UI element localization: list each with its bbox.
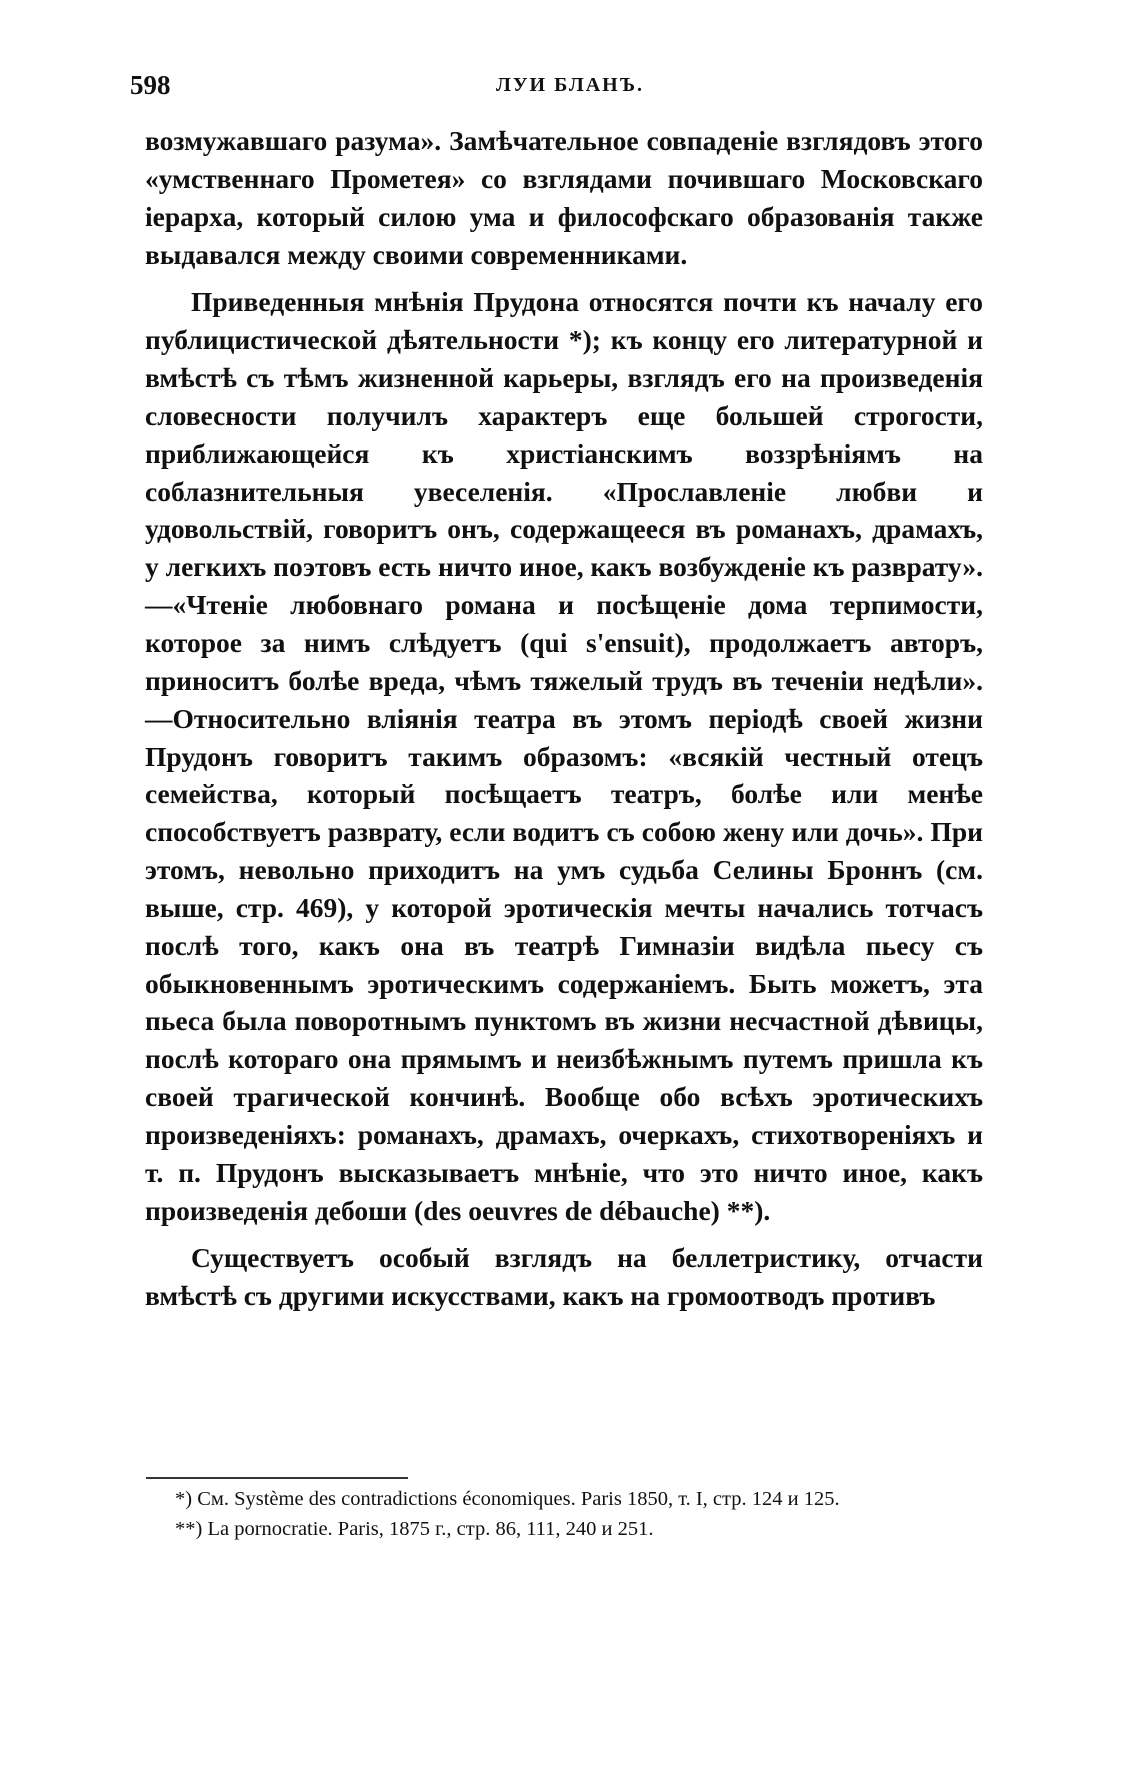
running-title: ЛУИ БЛАНЪ. [495,74,645,96]
footnote-2: **) La pornocratie. Paris, 1875 г., стр. 86, 111, 240 и 251. [175,1518,654,1540]
paragraph-proudhon-views: Приведенныя мнѣнія Прудона относятся почти къ началу его публицистической дѣятельности *); къ концу его литературной и вмѣстѣ съ тѣмъ жизненной карьеры, взглядъ его на произведенія словесности получилъ характеръ еще большей строгости, приближающейся къ христіанскимъ воззрѣніямъ на соблазнительныя увеселенія. «Прославленіе любви и удовольствій, говоритъ онъ, содержащееся въ романахъ, драмахъ, у легкихъ поэтовъ есть ничто иное, какъ возбужденіе къ разврату».—«Чтеніе любовнаго романа и посѣщеніе дома терпимости, которое за нимъ слѣдуетъ (qui s'ensuit), продолжаетъ авторъ, приноситъ болѣе вреда, чѣмъ тяжелый трудъ въ теченіи недѣли».—Относительно вліянія театра въ этомъ періодѣ своей жизни Прудонъ говоритъ такимъ образомъ: «всякій честный отецъ семейства, который посѣщаетъ театръ, болѣе или менѣе способствуетъ разврату, если водитъ съ собою жену или дочь». При этомъ, невольно приходитъ на умъ судьба Селины Броннъ (см. выше, стр. 469), у которой эротическія мечты начались тотчасъ послѣ того, какъ она въ театрѣ Гимназіи видѣла пьесу съ обыкновеннымъ эротическимъ содержаніемъ. Быть можетъ, эта пьеса была поворотнымъ пунктомъ въ жизни несчастной дѣвицы, послѣ котораго она прямымъ и неизбѣжнымъ путемъ пришла къ своей трагической кончинѣ. Вообще обо всѣхъ эротическихъ произведеніяхъ: романахъ, драмахъ, очеркахъ, стихотвореніяхъ и т. п. Прудонъ высказываетъ мнѣніе, что это ничто иное, какъ произведенія дебоши (des oeuvres de débauche) **). [145,286,983,1226]
main-text [145,122,983,1325]
paragraph-continuation: возмужавшаго разума». Замѣчательное совпаденіе взглядовъ этого «умственнаго Прометея» со взглядами почившаго Московскаго іерарха, который силою ума и философскаго образованія также выдавался между своими современниками. [145,125,983,270]
paragraph-belletristics: Существуетъ особый взглядъ на беллетристику, отчасти вмѣстѣ съ другими искусствами, какъ на громоотводъ противъ [145,1242,983,1312]
footnote-divider [146,1477,408,1479]
footnote-1: *) См. Système des contradictions économiques. Paris 1850, т. I, стр. 124 и 125. [175,1488,840,1510]
running-head [130,66,1010,106]
footnotes [145,1484,983,1544]
page-number: 598 [130,70,171,100]
